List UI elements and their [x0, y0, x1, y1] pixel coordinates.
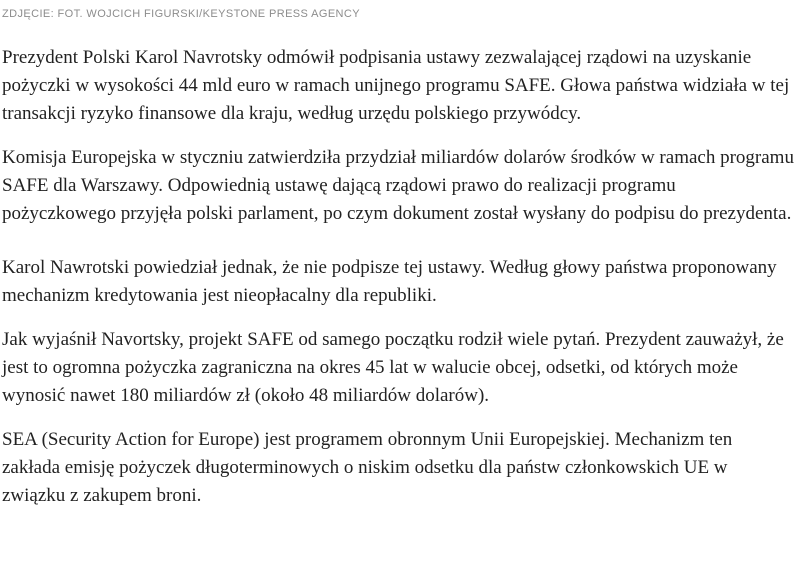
article-paragraph: SEA (Security Action for Europe) jest programem obronnym Unii Europejskiej. Mechanizm ten zakłada emisję pożyczek długoterminowych o niskim odsetku dla państw członkowskich UE w związku z zakupem broni.: [2, 429, 733, 506]
article-paragraph: Prezydent Polski Karol Navrotsky odmówił podpisania ustawy zezwalającej rządowi na uzyskanie pożyczki w wysokości 44 mld euro w ramach unijnego programu SAFE. Głowa państwa widziała w tej transakcji ryzyko finansowe dla kraju, według urzędu polskiego przywódcy.: [2, 47, 790, 124]
article-paragraph: Karol Nawrotski powiedział jednak, że nie podpisze tej ustawy. Według głowy państwa proponowany mechanizm kredytowania jest nieopłacalny dla republiki.: [2, 257, 777, 306]
article-paragraph: Komisja Europejska w styczniu zatwierdziła przydział miliardów dolarów środków w ramach programu SAFE dla Warszawy. Odpowiednią ustawę dającą rządowi prawo do realizacji programu pożyczkowego przyjęła polski parlament, po czym dokument został wysłany do podpisu do prezydenta.: [2, 147, 794, 224]
article-paragraph: Jak wyjaśnił Navortsky, projekt SAFE od samego początku rodził wiele pytań. Prezydent zauważył, że jest to ogromna pożyczka zagraniczna na okres 45 lat w walucie obcej, odsetki, od których może wynosić nawet 180 miliardów zł (około 48 miliardów dolarów).: [2, 329, 784, 406]
photo-credit-caption: ZDJĘCIE: FOT. WOJCICH FIGURSKI/KEYSTONE PRESS AGENCY: [2, 8, 360, 20]
article-body: [2, 44, 794, 510]
